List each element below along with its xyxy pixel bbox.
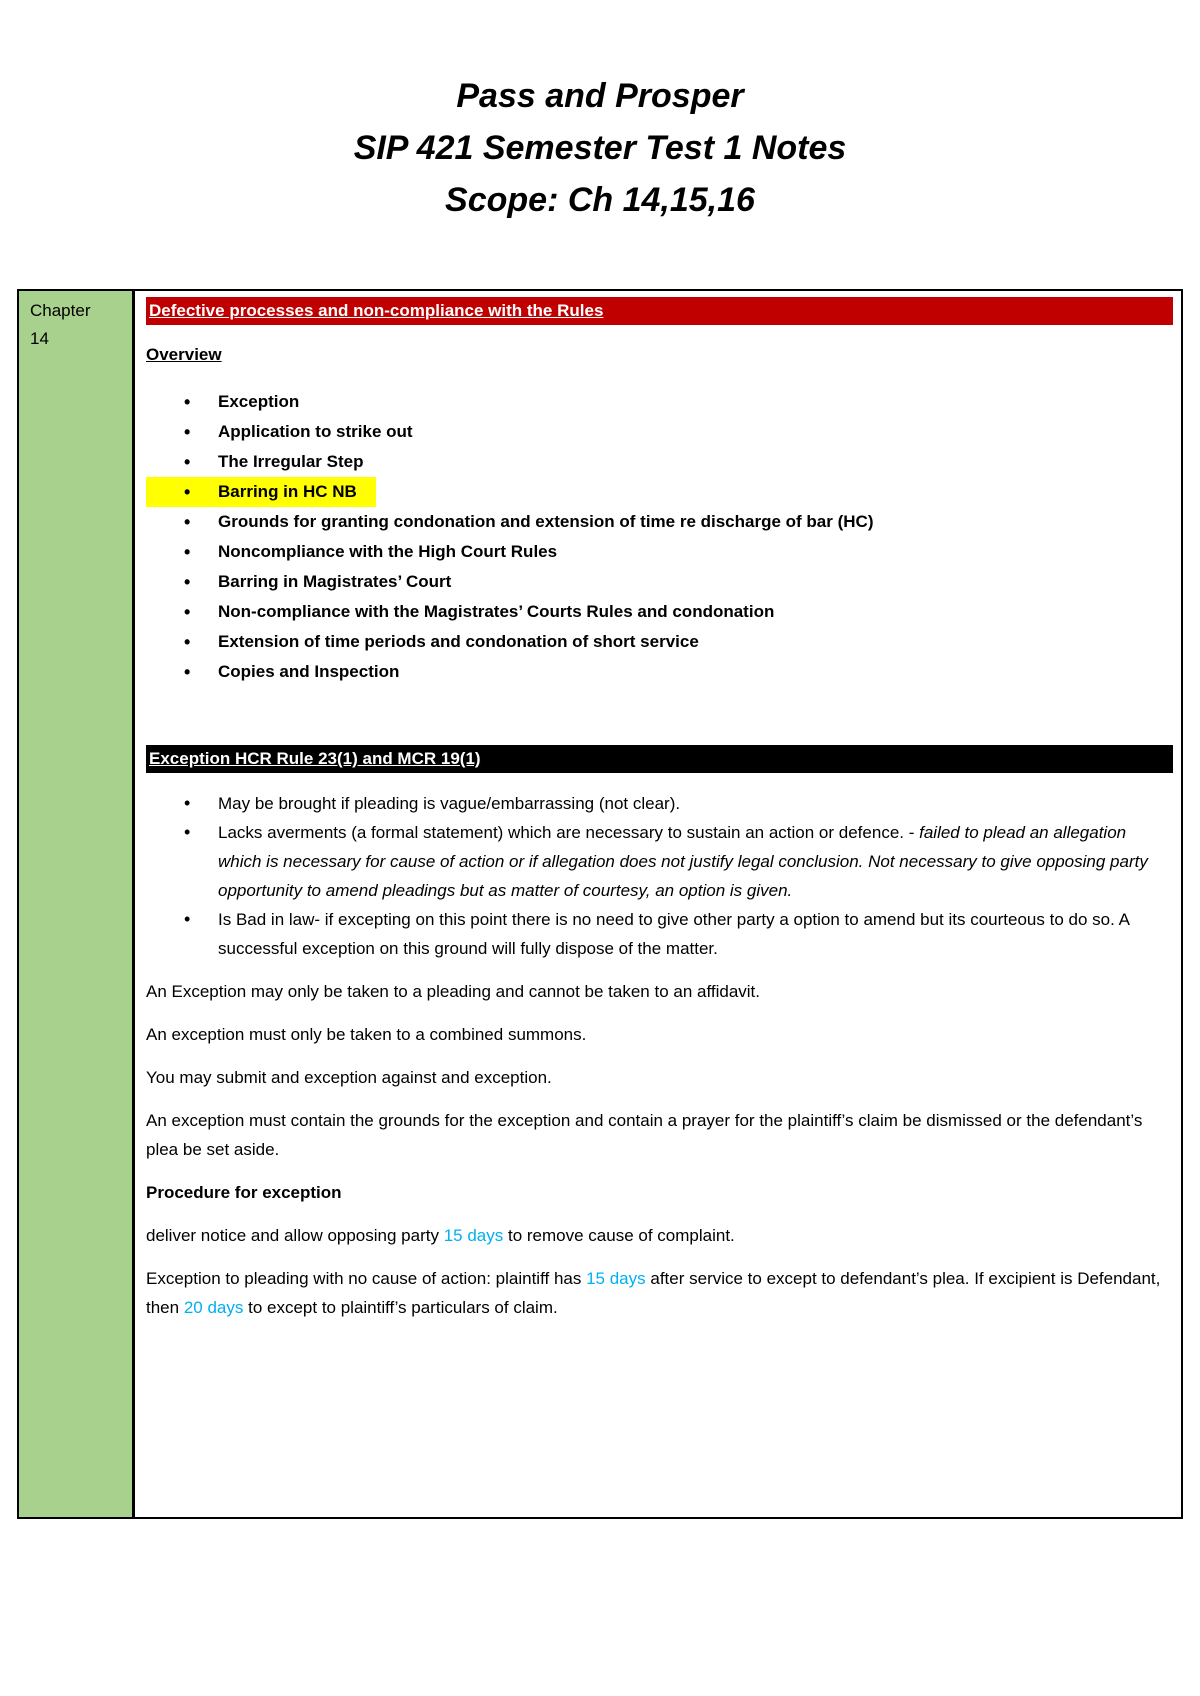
procedure-paragraph: Exception to pleading with no cause of action: plaintiff has 15 days after service to except to defendant’s plea. If excipient is Defendant, then 20 days to except to plaintiff’s particulars of claim. [146,1269,1161,1317]
list-item: • Noncompliance with the High Court Rules [146,537,1173,567]
list-item: • Is Bad in law- if excepting on this point there is no need to give other party a option to amend but its courteous to do so. A successful exception on this ground will fully dispose of the matter. [146,905,1173,963]
days-value: 15 days [586,1269,646,1288]
procedure-paragraph: deliver notice and allow opposing party 15 days to remove cause of complaint. [146,1226,735,1245]
list-item: • Barring in Magistrates’ Court [146,567,1173,597]
days-value: 15 days [443,1226,504,1245]
list-item: • Extension of time periods and condonation of short service [146,627,1173,657]
paragraph: An exception must only be taken to a combined summons. [146,1025,587,1044]
notes-table [17,289,1183,1519]
title-line-1: Pass and Prosper [456,77,744,115]
list-item: • Non-compliance with the Magistrates’ Courts Rules and condonation [146,597,1173,627]
list-item: • Copies and Inspection [146,657,1173,687]
section-title-exception: Exception HCR Rule 23(1) and MCR 19(1) [146,745,1173,773]
procedure-heading: Procedure for exception [146,1183,342,1202]
chapter-number: 14 [30,329,49,348]
paragraph: An exception must contain the grounds for the exception and contain a prayer for the plaintiff’s claim be dismissed or the defendant’s plea be set aside. [146,1111,1143,1159]
document-title-block [0,70,1200,226]
list-item: • May be brought if pleading is vague/embarrassing (not clear). [146,789,1173,818]
exception-grounds-list [146,789,1173,963]
title-line-3: Scope: Ch 14,15,16 [445,181,755,219]
paragraph: An Exception may only be taken to a pleading and cannot be taken to an affidavit. [146,982,761,1001]
list-item: • The Irregular Step [146,447,1173,477]
section-title-defective-processes: Defective processes and non-compliance with the Rules [146,297,1173,325]
list-item: • Lacks averments (a formal statement) which are necessary to sustain an action or defence. - failed to plead an allegation which is necessary for cause of action or if allegation does not justify legal conclusion. Not necessary to give opposing party opportunity to amend pleadings but as matter of courtesy, an option is given. [146,818,1173,905]
list-item: • Exception [146,387,1173,417]
chapter-column [19,291,135,1517]
paragraph: You may submit and exception against and exception. [146,1068,552,1087]
chapter-label: Chapter [30,301,91,320]
content-column [135,291,1181,1517]
overview-heading: Overview [146,345,222,364]
overview-list [146,387,1173,687]
list-item: • Grounds for granting condonation and extension of time re discharge of bar (HC) [146,507,1173,537]
days-value: 20 days [183,1298,244,1317]
title-line-2: SIP 421 Semester Test 1 Notes [353,129,847,167]
list-item-highlighted: • Barring in HC NB [146,477,1173,507]
list-item: • Application to strike out [146,417,1173,447]
